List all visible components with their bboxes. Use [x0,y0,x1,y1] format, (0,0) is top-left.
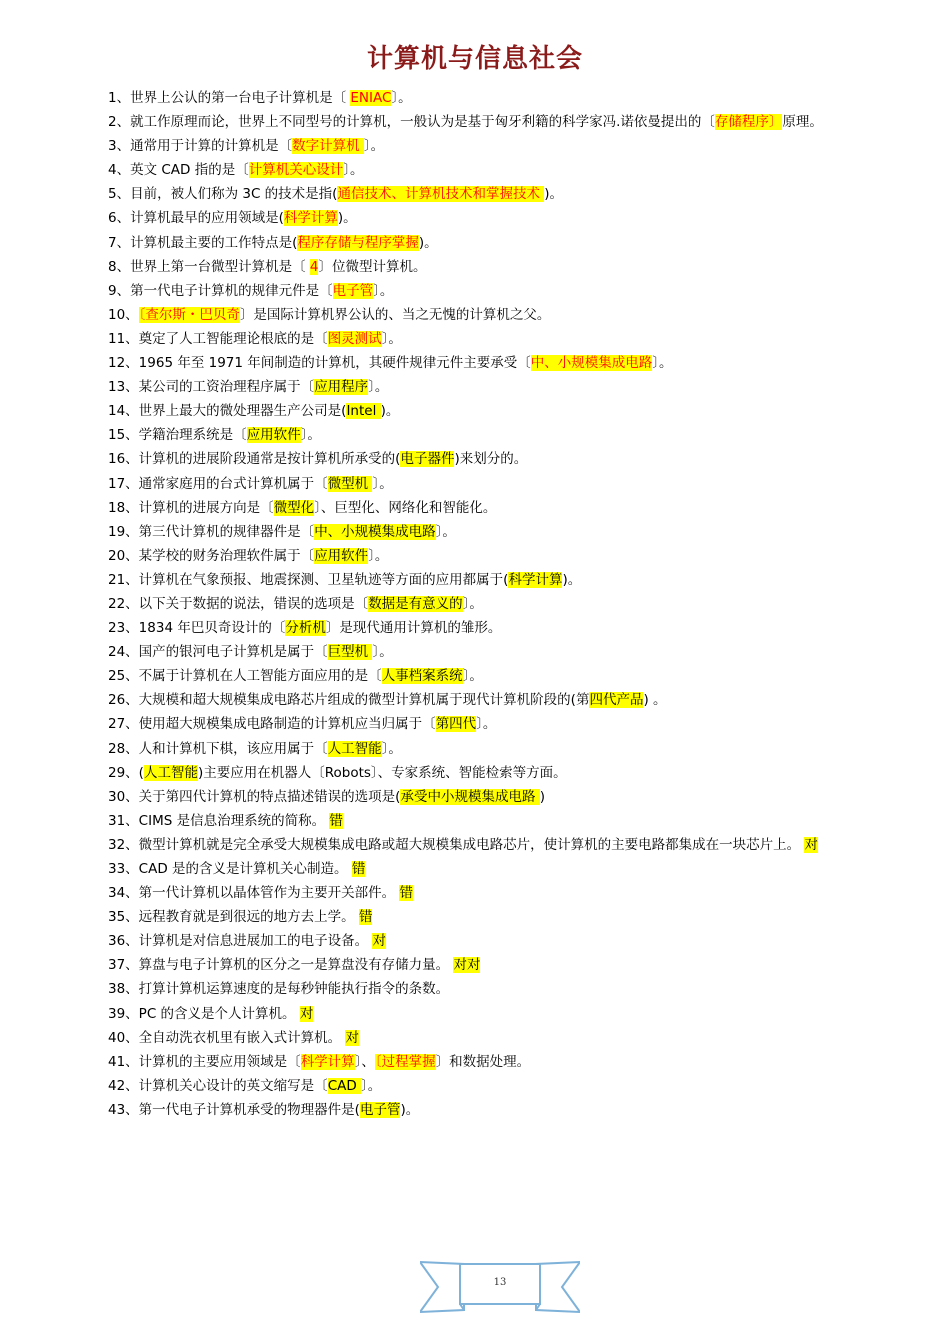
answer-highlight: 四代产品 [589,692,644,709]
answer-highlight: 应用软件 [314,547,369,564]
question-item [108,905,892,929]
question-item [108,255,892,279]
question-text: 19、第三代计算机的规律器件是〔 [108,523,315,540]
answer-highlight: 人工智能 [143,764,198,781]
answer-highlight: 中、小规模集成电路 [314,523,436,540]
question-text: 30、关于第四代计算机的特点描述错误的选项是( [108,788,401,805]
question-item [108,1050,892,1074]
answer-highlight: ENIAC [350,90,392,106]
question-text: 43、第一代电子计算机承受的物理器件是( [108,1101,360,1118]
question-text: 20、某学校的财务治理软件属于〔 [108,547,315,564]
question-text: 25、不属于计算机在人工智能方面应用的是〔 [108,668,382,685]
question-text: 〕。 [363,138,385,155]
answer-highlight: 电子管 [359,1101,401,1118]
answer-highlight: 错 [329,812,343,829]
question-text: 32、微型计算机就是完全承受大规模集成电路或超大规模集成电路芯片，使计算机的主要电路都集成在一块芯片上。 [108,836,805,853]
answer-highlight: 巨型机 [327,644,373,661]
answer-highlight: 〔过程掌握 [374,1053,436,1070]
answer-highlight: 对 [345,1029,359,1046]
question-text: 2、就工作原理而论，世界上不同型号的计算机，一般认为是基于匈牙利籍的科学家冯.诺依曼提出的〔 [108,114,715,131]
answer-highlight: 微型化 [273,499,315,516]
question-text: 〕、 [354,1053,375,1070]
question-text: 24、国产的银河电子计算机是属于〔 [108,644,328,661]
question-item [108,279,892,303]
question-item [108,520,892,544]
question-item [108,664,892,688]
page-footer [420,1256,580,1318]
question-text: 6、计算机最早的应用领域是( [108,210,284,227]
question-item [108,351,892,375]
question-text: 9、第一代电子计算机的规律元件是〔 [108,282,333,299]
question-item [108,712,892,736]
question-item [108,182,892,206]
question-item [108,688,892,712]
question-text: 26、大规模和超大规模集成电路芯片组成的微型计算机属于现代计算机阶段的(第 [108,692,590,709]
answer-highlight: 中、小规模集成电路 [530,355,653,372]
question-text: 35、远程教育就是到很远的地方去上学。 [108,909,359,926]
question-item [108,86,892,110]
question-item [108,544,892,568]
question-list [108,86,892,1122]
question-text: 〕、巨型化、网络化和智能化。 [314,499,497,516]
question-item [108,327,892,351]
question-text: 〕。 [372,475,393,492]
question-text: ) 。 [643,692,667,709]
question-item [108,809,892,833]
answer-highlight: CAD [327,1077,362,1094]
answer-highlight: 图灵测试 [327,330,382,347]
question-text: 4、英文 CAD 指的是〔 [108,162,249,179]
question-text: 8、世界上第一台微型计算机是〔 [108,258,310,275]
question-item [108,881,892,905]
answer-highlight: 对 [804,836,818,853]
question-item [108,1026,892,1050]
question-item [108,857,892,881]
question-text: )来划分的。 [454,451,528,468]
question-text: )。 [400,1101,420,1118]
answer-highlight: 存储程序〕 [714,114,783,131]
question-text: 〕。 [372,644,393,661]
answer-highlight: 数字计算机 [292,138,364,155]
question-text: 〕。 [381,330,402,347]
question-text: 42、计算机关心设计的英文缩写是〔 [108,1077,328,1094]
question-text: )。 [418,234,438,251]
question-item [108,929,892,953]
question-item [108,640,892,664]
question-item [108,447,892,471]
question-text: 34、第一代计算机以晶体管作为主要开关部件。 [108,885,400,902]
question-text: 37、算盘与电子计算机的区分之一是算盘没有存储力量。 [108,957,454,974]
answer-highlight: 应用程序 [314,379,369,396]
question-text: 〕位微型计算机。 [318,258,427,275]
question-text: 11、奠定了人工智能理论根底的是〔 [108,330,328,347]
question-text: 21、计算机在气象预报、地震探测、卫星轨迹等方面的应用都属于( [108,571,509,588]
question-item [108,206,892,230]
question-text: 12、1965 年至 1971 年间制造的计算机，其硬件规律元件主要承受〔 [108,355,531,372]
question-item [108,761,892,785]
answer-highlight: 错 [351,861,366,877]
question-text: 3、通常用于计算的计算机是〔 [108,138,293,155]
question-text: 〕。 [381,740,402,757]
answer-highlight: 电子管 [332,282,374,299]
question-item [108,158,892,182]
question-text: 7、计算机最主要的工作特点是( [108,234,298,251]
question-text: 5、目前，被人们称为 3C 的技术是指( [108,186,338,203]
question-text: 29、( [108,764,144,781]
page-title: 计算机与信息社会 [366,44,583,74]
question-text: 〕。 [368,379,389,396]
question-text: 28、人和计算机下棋，该应用属于〔 [108,740,328,757]
answer-highlight: 4 [309,258,319,275]
answer-highlight: 科学计算 [283,210,338,227]
answer-highlight: 对 [299,1005,314,1022]
question-text: 40、全自动洗衣机里有嵌入式计算机。 [108,1029,346,1046]
question-text: 〕。 [476,716,497,733]
question-item [108,375,892,399]
answer-highlight: 对对 [453,957,481,974]
answer-highlight: 承受中小规模集成电路 [400,788,540,805]
question-text: 〕。 [435,523,456,540]
question-item [108,496,892,520]
question-item [108,977,892,1001]
question-text: 10、 [108,306,139,323]
question-text: 〕。 [462,595,483,612]
question-item [108,616,892,640]
question-text: 18、计算机的进展方向是〔 [108,499,274,516]
question-item [108,399,892,423]
answer-highlight: 人事档案系统 [381,668,463,685]
question-text: 〕。 [373,282,394,299]
question-text: 〕。 [343,162,364,179]
question-text: 1、世界上公认的第一台电子计算机是〔 [108,90,351,106]
question-text: 〕。 [361,1077,382,1094]
question-text: ) [539,788,546,805]
question-item [108,568,892,592]
question-item [108,785,892,809]
question-item [108,833,892,857]
answer-highlight: 分析机 [285,620,326,637]
question-item [108,1098,892,1122]
answer-highlight: 计算机关心设计 [248,162,344,179]
question-text: 39、PC 的含义是个人计算机。 [108,1005,300,1022]
answer-highlight: 第四代 [435,716,477,733]
question-item [108,110,892,134]
question-text: )主要应用在机器人〔Robots〕、专家系统、智能检索等方面。 [197,764,567,781]
question-text: )。 [544,186,564,203]
question-item [108,472,892,496]
answer-highlight: 科学计算 [300,1053,355,1070]
answer-highlight: Intel [346,403,381,420]
question-text: 〕。 [300,427,321,444]
answer-highlight: 人工智能 [327,740,382,757]
question-item [108,303,892,327]
question-text: 〕是国际计算机界公认的、当之无愧的计算机之父。 [239,306,551,323]
question-text: 31、CIMS 是信息治理系统的简称。 [108,812,330,829]
answer-highlight: 程序存储与程序掌握 [297,234,419,251]
question-text: 27、使用超大规模集成电路制造的计算机应当归属于〔 [108,716,436,733]
question-text: 15、学籍治理系统是〔 [108,427,247,444]
question-text: 17、通常家庭用的台式计算机属于〔 [108,475,328,492]
question-text: 41、计算机的主要应用领域是〔 [108,1053,301,1070]
question-item [108,592,892,616]
question-text: 〕。 [368,547,389,564]
question-text: 〕。 [652,355,673,372]
question-text: 14、世界上最大的微处理器生产公司是( [108,403,347,420]
answer-highlight: 对 [372,933,386,950]
question-text: 16、计算机的进展阶段通常是按计算机所承受的( [108,451,401,468]
answer-highlight: 错 [358,909,373,926]
answer-highlight: 数据是有意义的 [368,595,463,612]
question-text: )。 [337,210,357,227]
question-text: 22、以下关于数据的说法，错误的选项是〔 [108,595,369,612]
question-text: 23、1834 年巴贝奇设计的〔 [108,620,286,637]
answer-highlight: 〔查尔斯・巴贝奇 [138,306,240,323]
question-text: 36、计算机是对信息进展加工的电子设备。 [108,933,373,950]
question-item [108,423,892,447]
question-text: 38、打算计算机运算速度的是每秒钟能执行指令的条数。 [108,981,450,998]
question-text: )。 [380,403,400,420]
question-text: 13、某公司的工资治理程序属于〔 [108,379,315,396]
question-text: 〕。 [391,90,412,106]
page-number: 13 [493,1277,507,1288]
question-text: 〕是现代通用计算机的雏形。 [325,620,502,637]
answer-highlight: 错 [399,885,413,902]
question-item [108,1074,892,1098]
question-text: 33、CAD 是的含义是计算机关心制造。 [108,861,352,877]
question-item [108,134,892,158]
question-item [108,953,892,977]
question-item [108,1002,892,1026]
question-text: 〕和数据处理。 [435,1053,531,1070]
question-text: 原理。 [782,114,823,131]
question-text: )。 [562,571,582,588]
answer-highlight: 科学计算 [508,571,563,588]
question-item [108,231,892,255]
answer-highlight: 电子器件 [400,451,455,468]
question-text: 〕。 [462,668,483,685]
answer-highlight: 微型机 [327,475,373,492]
question-item [108,737,892,761]
answer-highlight: 应用软件 [246,427,301,444]
answer-highlight: 通信技术、计算机技术和掌握技术 [337,186,545,203]
